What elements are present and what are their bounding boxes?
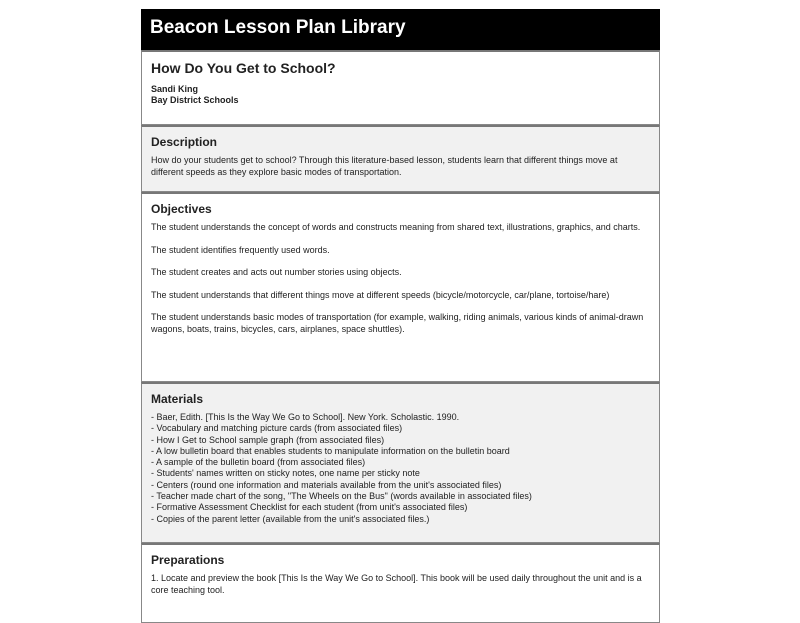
objective-item: The student identifies frequently used words. — [151, 244, 330, 255]
preparation-item: 1. Locate and preview the book [This Is the Way We Go to School]. This book will be used daily throughout the unit and is a core teaching tool. — [151, 573, 642, 595]
materials-heading: Materials — [151, 392, 204, 406]
lesson-page — [141, 9, 660, 623]
material-item: - How I Get to School sample graph (from associated files) — [151, 434, 385, 445]
description-text: How do your students get to school? Through this literature-based lesson, students learn that different things move at different speeds as they explore basic modes of transportation. — [151, 155, 618, 177]
description-heading: Description — [151, 135, 218, 149]
material-item: - A sample of the bulletin board (from associated files) — [151, 457, 366, 468]
objectives-section — [141, 192, 660, 382]
preparations-section — [141, 543, 660, 623]
site-header: Beacon Lesson Plan Library — [141, 9, 660, 50]
material-item: - Vocabulary and matching picture cards (from associated files) — [151, 423, 403, 434]
description-section — [141, 125, 660, 192]
objective-item: The student understands that different things move at different speeds (bicycle/motorcycle, car/plane, tortoise/hare) — [151, 289, 610, 300]
objective-item: The student understands basic modes of transportation (for example, walking, riding animals, various kinds of animal-drawn wagons, boats, trains, bicycles, cars, airplanes, space shuttles). — [151, 312, 644, 334]
material-item: - Students' names written on sticky notes, one name per sticky note — [151, 468, 420, 479]
preparations-heading: Preparations — [151, 553, 225, 567]
material-item: - Formative Assessment Checklist for each student (from unit's associated files) — [151, 502, 468, 513]
lesson-title: How Do You Get to School? — [151, 60, 336, 76]
author-organization: Bay District Schools — [151, 95, 239, 105]
materials-section — [141, 382, 660, 543]
material-item: - Copies of the parent letter (available from the unit's associated files.) — [151, 513, 430, 524]
objective-item: The student creates and acts out number stories using objects. — [151, 267, 402, 277]
material-item: - Baer, Edith. [This Is the Way We Go to School]. New York. Scholastic. 1990. — [151, 412, 460, 422]
material-item: - A low bulletin board that enables students to manipulate information on the bulletin board — [151, 445, 510, 456]
author-name: Sandi King — [151, 84, 198, 94]
material-item: - Teacher made chart of the song, "The Wheels on the Bus" (words available in associated files) — [151, 491, 532, 502]
objectives-heading: Objectives — [151, 202, 212, 216]
material-item: - Centers (round one information and materials available from the unit's associated files) — [151, 479, 502, 490]
objective-item: The student understands the concept of words and constructs meaning from shared text, illustrations, graphics, and charts. — [151, 222, 641, 232]
lesson-title-section — [141, 50, 660, 125]
